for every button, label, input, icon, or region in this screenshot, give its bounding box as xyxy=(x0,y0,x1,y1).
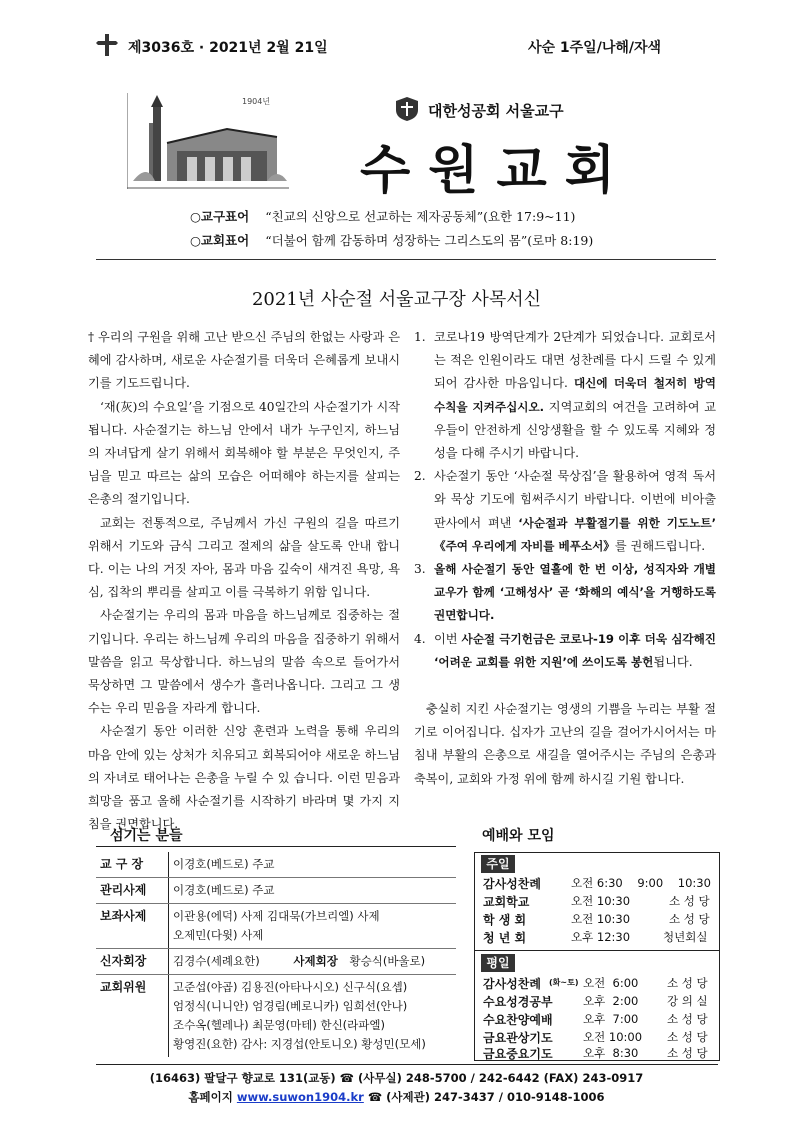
closing-paragraph: 충실히 지킨 사순절기는 영생의 기쁨을 누리는 부활 절기로 이어집니다. 십자가 고난의 길을 걸어가시어서는 마침내 부활의 은총으로 새길을 열어주시는 주님의 은총과 축복이, 교회와 가정 위에 함께 하시길 기원 합니다. xyxy=(414,702,716,786)
item-emphasis: 사순절 극기헌금은 코로나-19 이후 더욱 심각해진 ‘어려운 교회를 위한 지원’에 쓰이도록 봉헌 xyxy=(434,631,716,669)
service-time: 오전 10:00 xyxy=(583,1030,643,1044)
staff-role: 교회위원 xyxy=(96,975,169,1058)
staff-names: 황승식(바울로) xyxy=(349,954,426,968)
service-name: 금요관상기도 xyxy=(483,1031,553,1045)
service-place: 소 성 당 xyxy=(667,1030,708,1044)
item-text: 사순절기 동안 ‘사순절 묵상집’을 활용하여 영적 독서와 묵상 기도에 힘써주시기 바랍니다. 이번에 비아출판사에서 펴낸 xyxy=(434,469,716,530)
service-name: 청 년 회 xyxy=(483,931,527,945)
guideline-list xyxy=(414,326,716,674)
staff-role: 사제회장 xyxy=(293,954,338,968)
service-row xyxy=(483,875,715,892)
item-number: 1. xyxy=(414,330,426,344)
service-place: 소 성 당 xyxy=(669,894,710,908)
service-row xyxy=(483,893,715,910)
divider xyxy=(475,950,719,951)
letter-left-column xyxy=(88,326,400,836)
staff-row xyxy=(96,878,456,904)
staff-names: 고준섭(야곱) 김용진(아타나시오) 신구식(요셉) 엄정식(니니안) 엄경림(베로니카) 임희선(안나) 조수옥(헬레나) 최문영(마테) 한신(라파엘) 황영진(요한) 감사: 지경섭(안토니오) 황성민(모세) xyxy=(173,980,426,1051)
guideline-item xyxy=(414,628,716,674)
divider xyxy=(96,1064,718,1065)
staff-role: 교 구 장 xyxy=(96,852,169,878)
service-time: 오후 7:00 xyxy=(583,1012,639,1026)
staff-names: 이관용(에덕) 사제 김대묵(가브리엘) 사제 오제민(다윗) 사제 xyxy=(169,904,457,949)
letter-paragraph: 사순절기는 우리의 몸과 마음을 하느님께로 집중하는 절기입니다. 우리는 하느님께 우리의 마음을 집중하기 위해서 말씀을 읽고 묵상합니다. 하느님의 말씀 속으로 들어가서 묵상하면 그 말씀에서 생수가 흘러나옵니다. 그리고 그 생수는 우리 믿음을 자라게 합니다. xyxy=(88,608,400,716)
staff-row xyxy=(96,975,456,1058)
church-motto xyxy=(190,231,593,249)
staff-names-pair xyxy=(169,949,457,975)
staff-row xyxy=(96,904,456,949)
service-name: 수요성경공부 xyxy=(483,995,553,1009)
letter-paragraph: ‘재(灰)의 수요일’을 기점으로 40일간의 사순절기가 시작됩니다. 사순절기는 하느님 안에서 내가 누구인지, 하느님의 자녀답게 살기 위해서 회복해야 할 부분은 무엇인지, 주님을 믿고 따르는 삶의 모습은 어떠해야 하는지를 살피는 은총의 절기입니다. xyxy=(88,399,400,507)
letter-title: 2021년 사순절 서울교구장 사목서신 xyxy=(251,289,542,310)
item-number: 2. xyxy=(414,469,426,484)
service-row xyxy=(483,929,715,946)
letter-paragraph: 교회는 전통적으로, 주님께서 가신 구원의 길을 따르기 위해서 기도와 금식 그리고 절제의 삶을 살도록 안내 합니다. 이는 나의 거짓 자아, 몸과 마음 깊숙이 새겨진 욕망, 욕심, 집착의 뿌리를 살피고 이를 극복하기 위함 입니다. xyxy=(88,515,400,600)
footer-contact xyxy=(0,1089,793,1105)
service-time: 오전 10:30 xyxy=(571,912,631,926)
service-days: (화~토) xyxy=(549,978,579,987)
church-name: 수원교회 xyxy=(360,140,633,201)
service-time: 오후 12:30 xyxy=(571,930,631,944)
worship-box xyxy=(474,852,720,1061)
service-name: 감사성찬례 xyxy=(483,977,541,991)
organization-name: 대한성공회 서울교구 xyxy=(428,102,564,120)
staff-row xyxy=(96,949,456,975)
service-place: 청년회실 xyxy=(663,930,708,944)
item-text: 됩니다. xyxy=(653,654,693,669)
service-row xyxy=(483,993,715,1010)
service-place: 강 의 실 xyxy=(667,994,708,1008)
service-name: 감사성찬례 xyxy=(483,877,541,891)
item-emphasis: 올해 사순절기 동안 열흘에 한 번 이상, 성직자와 개별 교우가 함께 ‘고해성사’ 곧 ‘화해의 예식’을 거행하도록 권면합니다. xyxy=(434,562,716,623)
homepage-label: 홈페이지 xyxy=(188,1090,237,1104)
cross-icon xyxy=(96,34,118,56)
service-row xyxy=(483,1045,715,1062)
service-time: 오후 2:00 xyxy=(583,994,639,1008)
liturgical-season: 사순 1주일/나해/자색 xyxy=(528,40,662,56)
staff-role: 보좌사제 xyxy=(96,904,169,949)
rectory-phone: ☎ (사제관) 247-3437 / 010-9148-1006 xyxy=(363,1090,605,1104)
church-building-illustration xyxy=(127,93,289,189)
staff-role: 신자회장 xyxy=(96,949,169,975)
motto-label: ○교회표어 xyxy=(190,233,250,248)
staff-row xyxy=(96,852,456,878)
service-time: 오전 6:30 9:00 10:30 xyxy=(571,876,711,890)
staff-names: 김경수(세례요한) xyxy=(173,954,260,968)
guideline-item xyxy=(414,326,716,465)
motto-label: ○교구표어 xyxy=(190,209,250,224)
letter-paragraph: † 우리의 구원을 위해 고난 받으신 주님의 한없는 사랑과 은혜에 감사하며, 새로운 사순절기를 더욱더 은혜롭게 보내시기를 기도드립니다. xyxy=(88,330,400,391)
guideline-item xyxy=(414,465,716,558)
staff-names: 이경호(베드로) 주교 xyxy=(169,852,457,878)
divider xyxy=(96,846,456,847)
service-place: 소 성 당 xyxy=(669,912,710,926)
service-name: 수요찬양예배 xyxy=(483,1013,553,1027)
service-place: 소 성 당 xyxy=(667,976,708,990)
service-place: 소 성 당 xyxy=(667,1046,708,1060)
divider xyxy=(96,259,716,260)
item-text: 이번 xyxy=(434,631,462,646)
motto-text: “친교의 신앙으로 선교하는 제자공동체”(요한 17:9~11) xyxy=(265,209,576,224)
staff-role: 관리사제 xyxy=(96,878,169,904)
service-row xyxy=(483,975,715,992)
service-row xyxy=(483,1029,715,1046)
staff-names: 이경호(베드로) 주교 xyxy=(169,878,457,904)
service-place: 소 성 당 xyxy=(667,1012,708,1026)
issue-info: 제3036호 · 2021년 2월 21일 xyxy=(128,40,328,56)
item-emphasis: ‘사순절과 부활절기를 위한 기도노트’ 《주여 우리에게 자비를 베푸소서》 xyxy=(434,515,716,553)
service-name: 학 생 회 xyxy=(483,913,527,927)
diocese-motto xyxy=(190,207,575,225)
service-row xyxy=(483,911,715,928)
photo-caption: 1904년 xyxy=(242,97,271,106)
weekday-tag: 평일 xyxy=(481,954,515,972)
guideline-item xyxy=(414,558,716,628)
letter-right-column xyxy=(414,326,716,791)
motto-text: “더불어 함께 감동하며 성장하는 그리스도의 몸”(로마 8:19) xyxy=(265,233,594,248)
footer-address: (16463) 팔달구 향교로 131(교동) ☎ (사무실) 248-5700 / 242-6442 (FAX) 243-0917 xyxy=(149,1071,644,1085)
item-number: 4. xyxy=(414,631,426,646)
service-name: 교회학교 xyxy=(483,895,530,909)
item-emphasis: 대신에 더욱더 철저히 방역 수칙을 지켜주십시오. xyxy=(434,376,717,414)
worship-section-title: 예배와 모임 xyxy=(482,828,555,844)
sunday-tag: 주일 xyxy=(481,855,515,873)
item-text: 지역교회의 여건을 고려하여 교우들이 안전하게 신앙생활을 할 수 있도록 지혜와 정성을 다해 주시기 바랍니다. xyxy=(434,399,716,461)
service-time: 오후 8:30 xyxy=(583,1046,639,1060)
item-text: 코로나19 방역단계가 2단계가 되었습니다. 교회로서는 적은 인원이라도 대면 성찬례를 다시 드릴 수 있게 되어 감사한 마음입니다. xyxy=(434,330,716,391)
service-time: 오전 6:00 xyxy=(583,976,639,990)
item-number: 3. xyxy=(414,562,426,577)
item-text: 를 권해드립니다. xyxy=(614,538,706,553)
service-time: 오전 10:30 xyxy=(571,894,631,908)
homepage-link[interactable]: www.suwon1904.kr xyxy=(236,1090,364,1104)
service-row xyxy=(483,1011,715,1028)
staff-table xyxy=(96,852,456,1057)
staff-section-title: 섬기는 분들 xyxy=(110,828,183,844)
diocese-seal-icon xyxy=(394,96,420,122)
service-name: 금요중요기도 xyxy=(483,1047,553,1061)
letter-paragraph: 사순절기 동안 이러한 신앙 훈련과 노력을 통해 우리의 마음 안에 있는 상처가 치유되고 회복되어야 새로운 하느님의 자녀로 태어나는 은총을 누릴 수 있 습니다. 이런 믿음과 희망을 품고 올해 사순절기를 시작하기 바라며 몇 가지 지침을 권면합니다. xyxy=(88,724,400,832)
